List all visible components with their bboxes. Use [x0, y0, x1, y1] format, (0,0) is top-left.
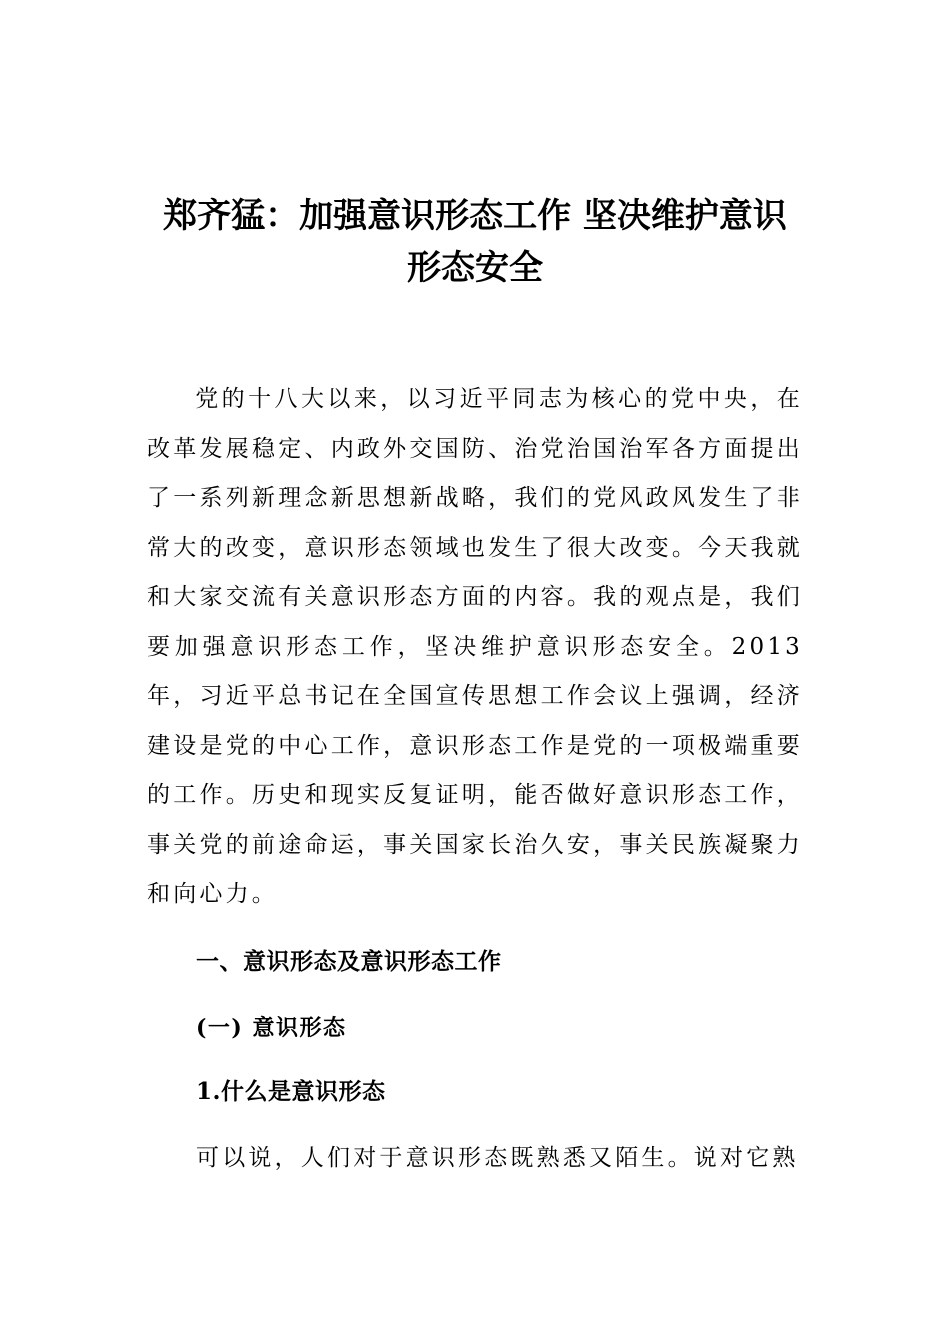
document-title — [140, 190, 810, 294]
subsection-heading: (一) 意识形态 — [196, 1015, 347, 1041]
intro-paragraph — [147, 375, 803, 920]
intro-paragraph-text: 党的十八大以来，以习近平同志为核心的党中央，在改革发展稳定、内政外交国防、治党治国治军各方面提出了一系列新理念新思想新战略，我们的党风政风发生了非常大的改变，意识形态领域也发生了很大改变。今天我就和大家交流有关意识形态方面的内容。我的观点是，我们要加强意识形态工作，坚决维护意识形态安全。2013年，习近平总书记在全国宣传思想工作会议上强调，经济建设是党的中心工作，意识形态工作是党的一项极端重要的工作。历史和现实反复证明，能否做好意识形态工作，事关党的前途命运，事关国家长治久安，事关民族凝聚力和向心力。 — [147, 386, 803, 907]
next-paragraph: 可以说，人们对于意识形态既熟悉又陌生。说对它熟 — [196, 1145, 799, 1171]
section-heading: 一、意识形态及意识形态工作 — [196, 949, 502, 975]
document-title-line-2: 形态安全 — [407, 248, 543, 288]
point-heading: 1.什么是意识形态 — [196, 1078, 386, 1105]
document-title-line-1: 郑齐猛：加强意识形态工作 坚决维护意识 — [163, 196, 787, 236]
